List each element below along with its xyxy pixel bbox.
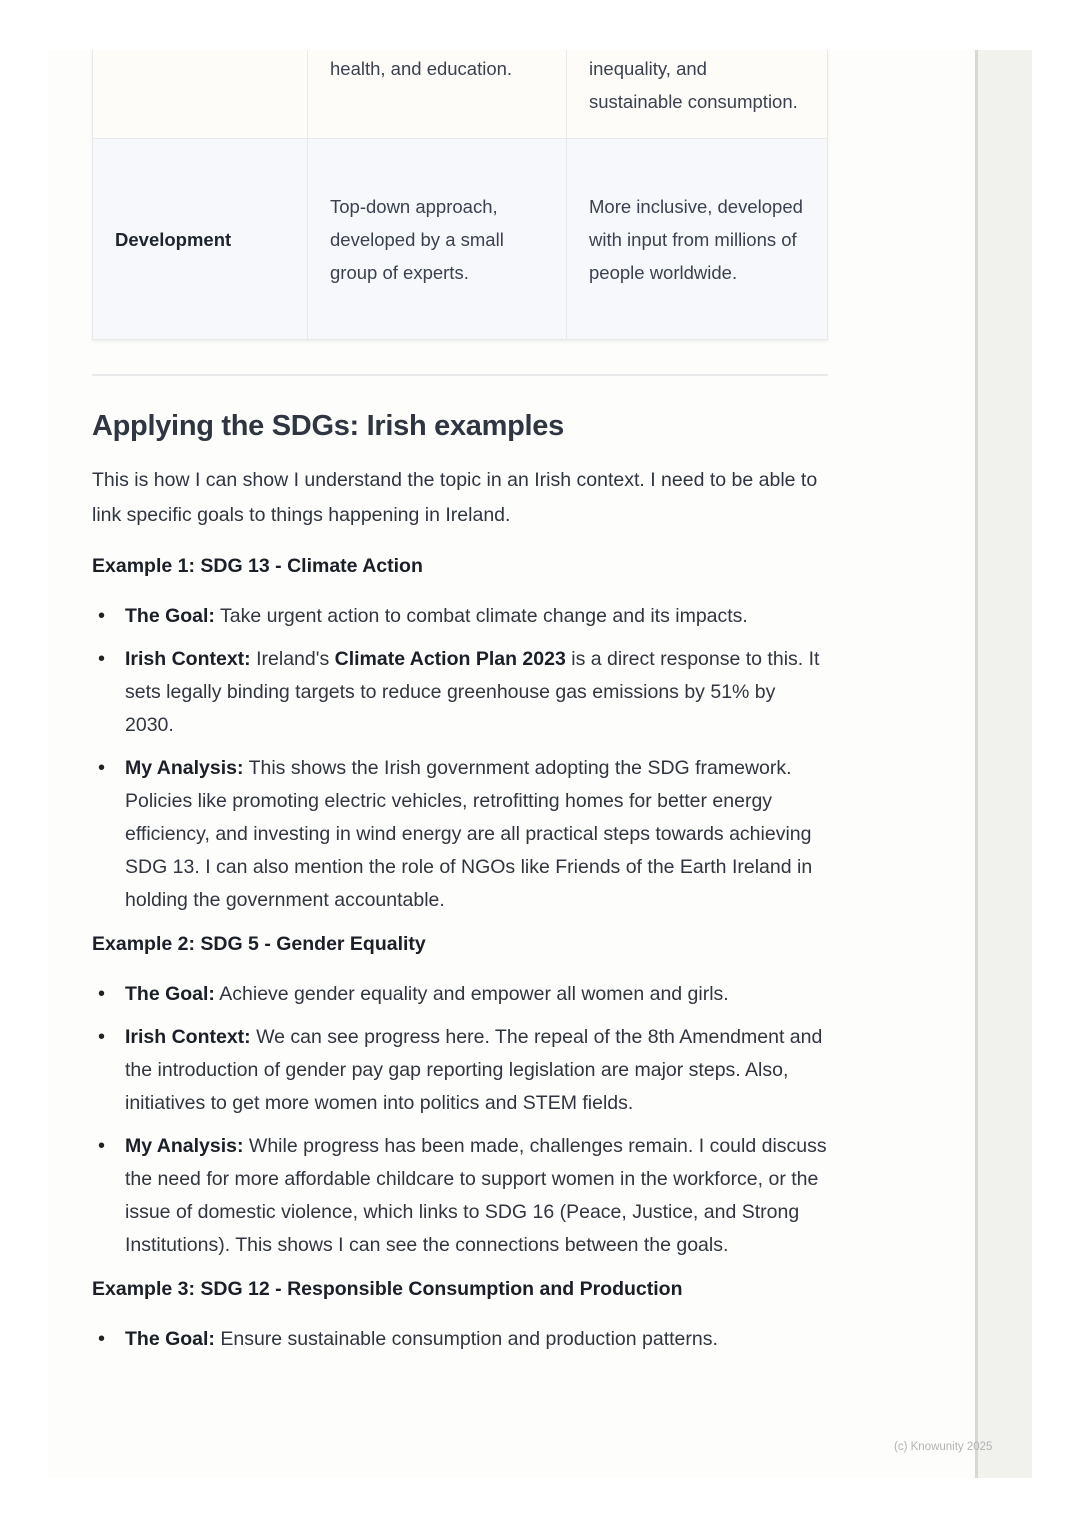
watermark-text: (c) Knowunity 2025	[894, 1441, 993, 1453]
list-item	[92, 752, 828, 917]
table-cell: inequality, and sustainable consumption.	[567, 50, 828, 139]
table-cell: health, and education.	[308, 50, 567, 139]
list-item	[92, 1130, 828, 1262]
bullet-label: The Goal:	[125, 983, 215, 1005]
list-item	[92, 600, 828, 633]
example-heading: Example 1: SDG 13 - Climate Action	[92, 555, 423, 577]
page-margin	[978, 50, 1032, 1478]
list-item	[92, 1323, 828, 1356]
comparison-table	[92, 50, 828, 340]
bullet-label: The Goal:	[125, 1328, 215, 1350]
table-row	[93, 139, 828, 340]
bullet-list	[92, 1323, 828, 1356]
section-title: Applying the SDGs: Irish examples	[92, 410, 564, 442]
bullet-text: Take urgent action to combat climate change and its impacts.	[214, 605, 748, 627]
bullet-text: is a direct response to this. It sets legally binding targets to reduce greenhouse gas emissions by 51% by 2030.	[125, 648, 820, 736]
table-cell: Top-down approach, developed by a small group of experts.	[308, 139, 567, 340]
bullet-label: Irish Context:	[125, 648, 251, 670]
section-divider	[92, 374, 828, 376]
table-cell	[93, 50, 308, 139]
bullet-text: Achieve gender equality and empower all women and girls.	[214, 983, 729, 1005]
row-header-development: Development	[93, 139, 308, 340]
bullet-text: Ireland's	[250, 648, 335, 670]
document-page	[48, 50, 978, 1478]
bullet-label: Irish Context:	[125, 1026, 251, 1048]
bullet-text: We can see progress here. The repeal of the 8th Amendment and the introduction of gender pay gap reporting legislation are major steps. Also, initiatives to get more women into politics and STEM fields.	[125, 1026, 823, 1114]
example-heading: Example 2: SDG 5 - Gender Equality	[92, 933, 426, 955]
list-item	[92, 978, 828, 1011]
bullet-label: The Goal:	[125, 605, 215, 627]
bullet-text: This shows the Irish government adopting the SDG framework. Policies like promoting electric vehicles, retrofitting homes for better energy efficiency, and investing in wind energy are all practical steps towards achieving SDG 13. I can also mention the role of NGOs like Friends of the Earth Ireland in holding the government accountable.	[125, 757, 813, 911]
bold-phrase: Climate Action Plan 2023	[334, 648, 566, 670]
table-row	[93, 50, 828, 139]
bullet-list	[92, 978, 828, 1262]
document-content	[92, 50, 828, 1366]
bullet-list	[92, 600, 828, 917]
list-item	[92, 1021, 828, 1120]
bullet-label: My Analysis:	[125, 1135, 244, 1157]
bullet-text: Ensure sustainable consumption and production patterns.	[214, 1328, 718, 1350]
bullet-text: While progress has been made, challenges remain. I could discuss the need for more affordable childcare to support women in the workforce, or the issue of domestic violence, which links to SDG 16 (Peace, Justice, and Strong Institutions). This shows I can see the connections between the goals.	[125, 1135, 827, 1256]
bullet-label: My Analysis:	[125, 757, 244, 779]
example-heading: Example 3: SDG 12 - Responsible Consumption and Production	[92, 1278, 683, 1300]
table-cell: More inclusive, developed with input from millions of people worldwide.	[567, 139, 828, 340]
intro-paragraph: This is how I can show I understand the topic in an Irish context. I need to be able to link specific goals to things happening in Ireland.	[92, 469, 818, 526]
list-item	[92, 643, 828, 742]
